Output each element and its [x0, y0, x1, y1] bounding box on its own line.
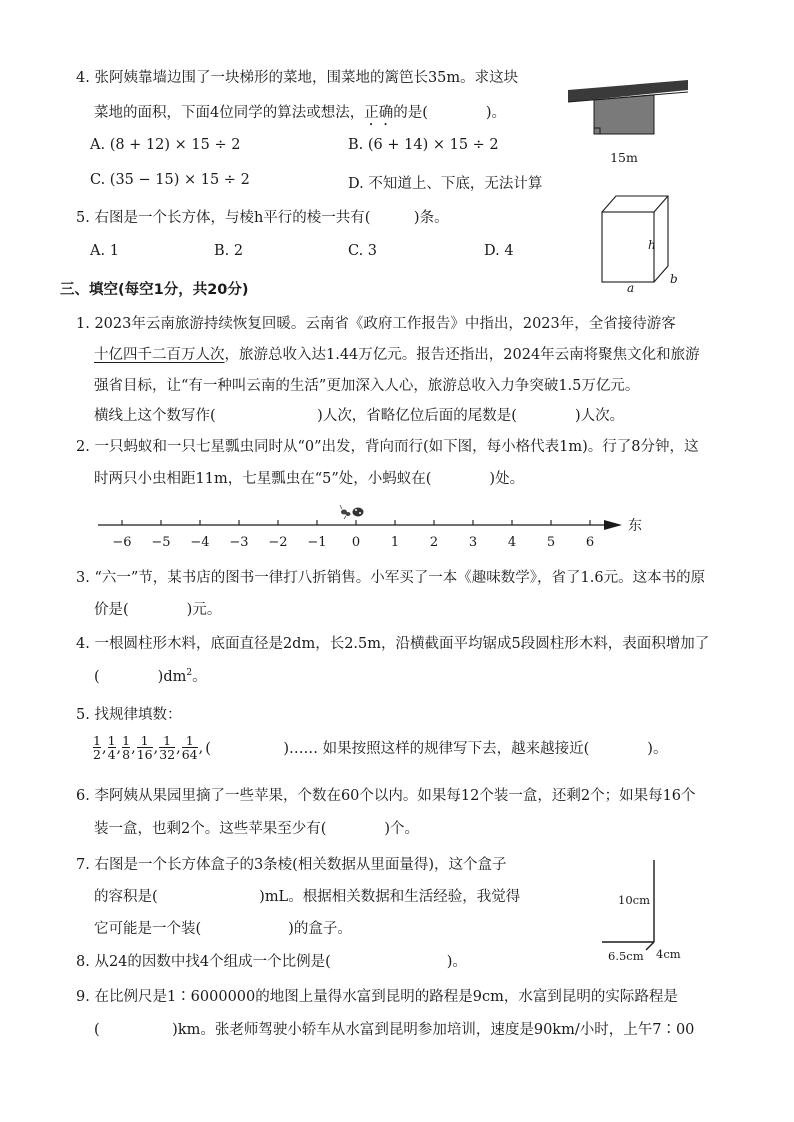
figure-label-15m: 15m	[610, 150, 638, 165]
f1-line4: 横线上这个数写作( )人次，省略亿位后面的尾数是( )人次。	[94, 408, 625, 424]
f5-line1: 5. 找规律填数：	[76, 707, 182, 723]
f1-line3: 强省目标，让“有一种叫云南的生活”更加深入人心，旅游总收入力争突破1.5万亿元。	[94, 378, 640, 394]
number-line-tick-label: 2	[429, 535, 439, 550]
number-line	[96, 494, 652, 552]
f5-sequence: $\frac{1}{2}$ , $\frac{1}{4}$ , $\frac{1}{8}$ , $\frac{1}{16}$ , $\frac{1}{32}$ , $\frac{1}{64}$ , ( )…… 如果按照这样的规律写下去，越来越接近( )。	[93, 733, 668, 762]
number-line-tick-label: −1	[307, 535, 327, 550]
f2-line1: 2. 一只蚂蚁和一只七星瓢虫同时从“0”出发，背向而行(如下图，每小格代表1m)。行了8分钟，这	[76, 439, 699, 455]
label-6-5cm: 6.5cm	[608, 949, 644, 963]
number-line-tick-label: −4	[190, 535, 210, 550]
number-line-tick-label: −5	[151, 535, 171, 550]
f7-line2: 的容积是( )mL。根据相关数据和生活经验，我觉得	[94, 889, 521, 905]
underlined-number: 十亿四千二百万人次	[94, 347, 225, 363]
number-line-tick-label: 4	[507, 535, 517, 550]
fraction: $\frac{1}{4}$	[107, 733, 116, 762]
edge-depth	[646, 942, 654, 950]
trapezoid-garden-figure	[560, 76, 700, 170]
number-line-tick-label: 1	[390, 535, 400, 550]
number-line-tick-label: 6	[585, 535, 595, 550]
fraction: $\frac{1}{16}$	[136, 733, 153, 762]
number-line-tick-label: 5	[546, 535, 556, 550]
section-title: 三、填空(每空1分，共20分)	[60, 282, 249, 298]
fraction: $\frac{1}{2}$	[93, 733, 101, 762]
f7-line1: 7. 右图是一个长方体盒子的3条棱(相关数据从里面量得)，这个盒子	[76, 857, 507, 873]
cuboid-figure	[590, 190, 690, 292]
q5-option-a: A. 1	[90, 243, 119, 259]
f5-tail: ( )…… 如果按照这样的规律写下去，越来越接近( )。	[205, 741, 668, 757]
q4-option-b: B. (6 + 14) × 15 ÷ 2	[348, 137, 499, 153]
q4-option-a: A. (8 + 12) × 15 ÷ 2	[90, 137, 241, 153]
label-4cm: 4cm	[656, 947, 681, 961]
q5-option-c: C. 3	[348, 243, 378, 259]
ladybug-icon	[353, 508, 364, 517]
q5-option-b: B. 2	[214, 243, 244, 259]
direction-label-east: 东	[628, 518, 642, 534]
f7-line3: 它可能是一个装( )的盒子。	[94, 921, 352, 937]
f3-line2: 价是( )元。	[94, 602, 222, 618]
f4-line2: ( )$dm^2$。	[94, 668, 207, 685]
f4-line1: 4. 一根圆柱形木料，底面直径是2dm，长2.5m，沿横截面平均锯成5段圆柱形木料，表面积增加了	[76, 636, 710, 652]
number-line-tick-label: 3	[468, 535, 478, 550]
label-a: a	[627, 281, 635, 292]
q4-option-c: C. (35 − 15) × 15 ÷ 2	[90, 172, 250, 188]
f9-line1: 9. 在比例尺是1∶6000000的地图上量得水富到昆明的路程是9cm，水富到昆明的实际路程是	[76, 989, 678, 1005]
label-10cm: 10cm	[618, 893, 650, 907]
q5-option-d: D. 4	[484, 243, 514, 259]
number-line-tick-label: −6	[112, 535, 132, 550]
cuboid-front	[602, 212, 654, 282]
fraction: $\frac{1}{64}$	[181, 733, 198, 762]
garden-trapezoid	[594, 95, 654, 134]
ant-icon	[340, 505, 351, 519]
f9-line2: ( )km。张老师驾驶小轿车从水富到昆明参加培训，速度是90km/小时，上午7∶00	[94, 1022, 695, 1038]
f3-line1: 3. “六一”节，某书店的图书一律打八折销售。小军买了一本《趣味数学》，省了1.6元。这本书的原	[76, 570, 706, 586]
cuboid-top-edge	[654, 196, 668, 212]
emphasis-dots: 正确	[364, 105, 394, 121]
number-line-tick-label: 0	[351, 535, 361, 550]
f8-line1: 8. 从24的因数中找4个组成一个比例是( )。	[76, 954, 467, 970]
box-edges-figure	[598, 858, 698, 966]
cuboid-back-edges	[602, 196, 668, 282]
number-line-tick-label: −2	[268, 535, 288, 550]
q5-line1: 5. 右图是一个长方体，与棱h平行的棱一共有( )条。	[76, 210, 449, 226]
f6-line1: 6. 李阿姨从果园里摘了一些苹果，个数在60个以内。如果每12个装一盒，还剩2个；如果每16个	[76, 788, 696, 804]
number-line-tick-label: −3	[229, 535, 249, 550]
arrow-right-icon	[604, 520, 622, 530]
fraction: $\frac{1}{8}$	[122, 733, 131, 762]
f1-line1: 1. 2023年云南旅游持续恢复回暖。云南省《政府工作报告》中指出，2023年，全省接待游客	[76, 316, 676, 332]
f2-line2: 时两只小虫相距11m，七星瓢虫在“5”处，小蚂蚁在( )处。	[94, 471, 525, 487]
q4-option-d: D. 不知道上、下底，无法计算	[348, 176, 543, 192]
label-b: b	[670, 272, 678, 286]
f1-line2: 十亿四千二百万人次，旅游总收入达1.44万亿元。报告还指出，2024年云南将聚焦文化和旅游	[94, 347, 700, 363]
f6-line2: 装一盒，也剩2个。这些苹果至少有( )个。	[94, 821, 420, 837]
label-h: h	[648, 238, 656, 252]
q4-line2: 菜地的面积，下面4位同学的算法或想法，正确的是( )。	[94, 105, 507, 121]
fraction: $\frac{1}{32}$	[159, 733, 176, 762]
q4-line1: 4. 张阿姨靠墙边围了一块梯形的菜地，围菜地的篱笆长35m。求这块	[76, 70, 519, 86]
